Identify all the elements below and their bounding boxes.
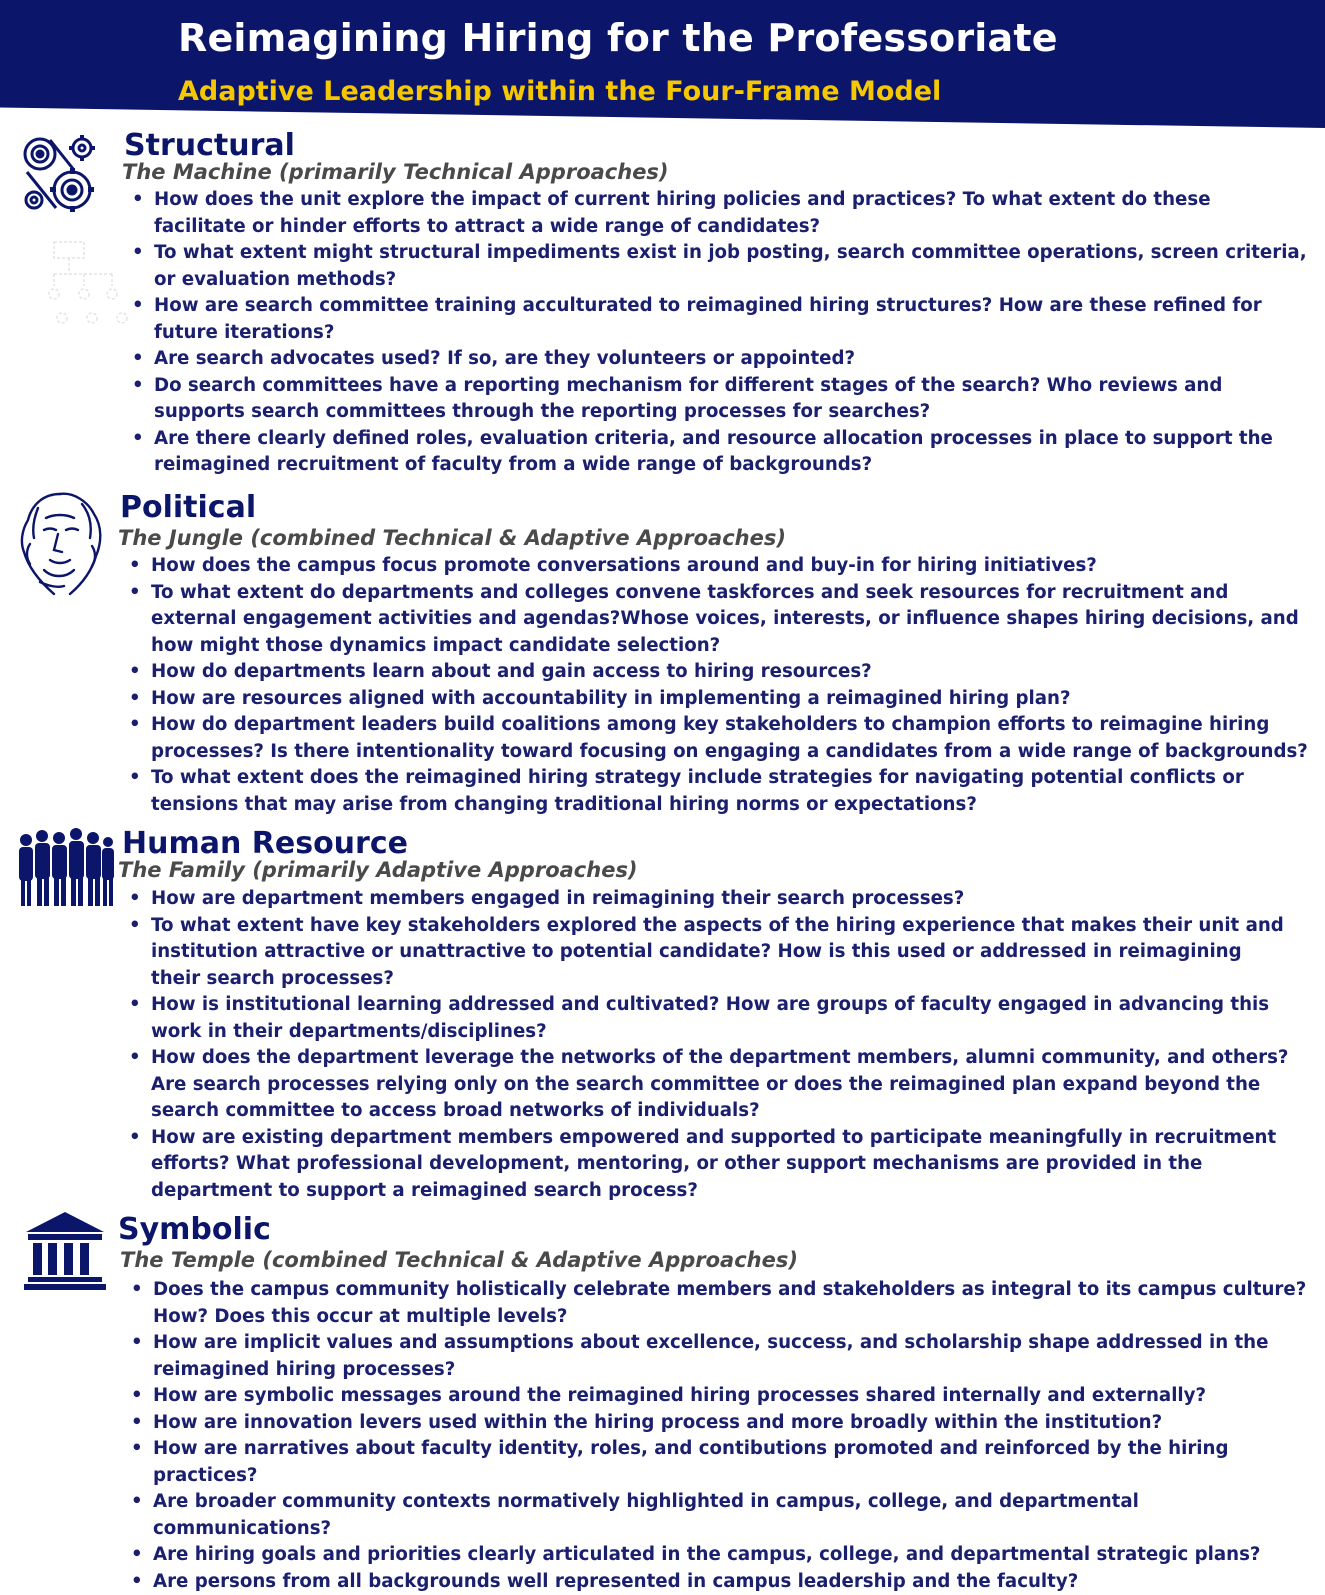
list-item: • To what extent have key stakeholders explored the aspects of the hiring experience that makes their unit and institution attractive or unattractive to potential candidate? How is this used or addressed in reimagining their search processes?: [125, 913, 1290, 993]
temple-icon: [24, 1212, 106, 1290]
list-item: • How do department leaders build coalitions among key stakeholders to champion efforts to reimagine hiring processes? Is there intentionality toward focusing on engaging a candidates from a wide range of backgrounds?: [125, 712, 1310, 765]
list-item: • How are department members engaged in reimagining their search processes?: [125, 886, 1290, 913]
list-item: • Are search advocates used? If so, are they volunteers or appointed?: [128, 346, 1308, 373]
list-item: • Are broader community contexts normatively highlighted in campus, college, and departmental communications?: [127, 1489, 1317, 1542]
list-item: • How does the campus focus promote conversations around and buy-in for hiring initiatives?: [125, 553, 1310, 580]
people-silhouette-icon: [16, 828, 116, 908]
list-item: • How are resources aligned with accountability in implementing a reimagined hiring plan?: [125, 686, 1310, 713]
section-subheading: The Jungle (combined Technical & Adaptive Approaches): [118, 526, 786, 550]
question-list: [127, 1277, 1317, 1595]
list-item: • To what extent do departments and colleges convene taskforces and seek resources for recruitment and external engagement activities and agendas?Whose voices, interests, or influence shapes hiring decisions, and how might those dynamics impact candidate selection?: [125, 580, 1310, 660]
list-item: • Do search committees have a reporting mechanism for different stages of the search? Who reviews and supports search committees through the reporting processes for searches?: [128, 373, 1308, 426]
section-subheading: The Temple (combined Technical & Adaptive Approaches): [120, 1248, 798, 1272]
section-subheading: The Family (primarily Adaptive Approaches): [118, 858, 638, 882]
list-item: • How is institutional learning addressed and cultivated? How are groups of faculty engaged in advancing this work in their departments/disciplines?: [125, 992, 1290, 1045]
list-item: • To what extent does the reimagined hiring strategy include strategies for navigating potential conflicts or tensions that may arise from changing traditional hiring norms or expectations?: [125, 765, 1310, 818]
hierarchy-icon: [42, 240, 138, 332]
list-item: • How are existing department members empowered and supported to participate meaningfully in recruitment efforts? What professional development, mentoring, or other support mechanisms are provided in the department to support a reimagined search process?: [125, 1125, 1290, 1205]
list-item: • To what extent might structural impediments exist in job posting, search committee operations, screen criteria, or evaluation methods?: [128, 240, 1308, 293]
question-list: [125, 886, 1290, 1204]
list-item: • Are hiring goals and priorities clearly articulated in the campus, college, and departmental strategic plans?: [127, 1542, 1317, 1569]
page-subtitle: Adaptive Leadership within the Four-Frame Model: [178, 76, 941, 107]
list-item: • How are implicit values and assumptions about excellence, success, and scholarship shape addressed in the reimagined hiring processes?: [127, 1330, 1317, 1383]
gears-icon: [14, 130, 108, 222]
section-heading: Structural: [124, 128, 295, 163]
section-heading: Political: [120, 490, 256, 525]
list-item: • Are there clearly defined roles, evaluation criteria, and resource allocation processes in place to support the reimagined recruitment of faculty from a wide range of backgrounds?: [128, 426, 1308, 479]
section-subheading: The Machine (primarily Technical Approaches): [122, 160, 669, 184]
list-item: • How does the unit explore the impact of current hiring policies and practices? To what extent do these facilitate or hinder efforts to attract a wide range of candidates?: [128, 187, 1308, 240]
list-item: • How are search committee training acculturated to reimagined hiring structures? How are these refined for future iterations?: [128, 293, 1308, 346]
lion-icon: [14, 490, 106, 600]
list-item: • How are innovation levers used within the hiring process and more broadly within the institution?: [127, 1410, 1317, 1437]
page-title: Reimagining Hiring for the Professoriate: [178, 16, 1058, 60]
list-item: • How are narratives about faculty identity, roles, and contibutions promoted and reinforced by the hiring practices?: [127, 1436, 1317, 1489]
list-item: • Does the campus community holistically celebrate members and stakeholders as integral to its campus culture? How? Does this occur at multiple levels?: [127, 1277, 1317, 1330]
section-heading: Human Resource: [122, 826, 408, 861]
list-item: • How are symbolic messages around the reimagined hiring processes shared internally and externally?: [127, 1383, 1317, 1410]
list-item: • How does the department leverage the networks of the department members, alumni community, and others? Are search processes relying only on the search committee or does the reimagined plan expand beyond the search committee to access broad networks of individuals?: [125, 1045, 1290, 1125]
question-list: [128, 187, 1308, 479]
list-item: • Are persons from all backgrounds well represented in campus leadership and the faculty?: [127, 1569, 1317, 1595]
section-heading: Symbolic: [118, 1212, 271, 1247]
question-list: [125, 553, 1310, 818]
list-item: • How do departments learn about and gain access to hiring resources?: [125, 659, 1310, 686]
